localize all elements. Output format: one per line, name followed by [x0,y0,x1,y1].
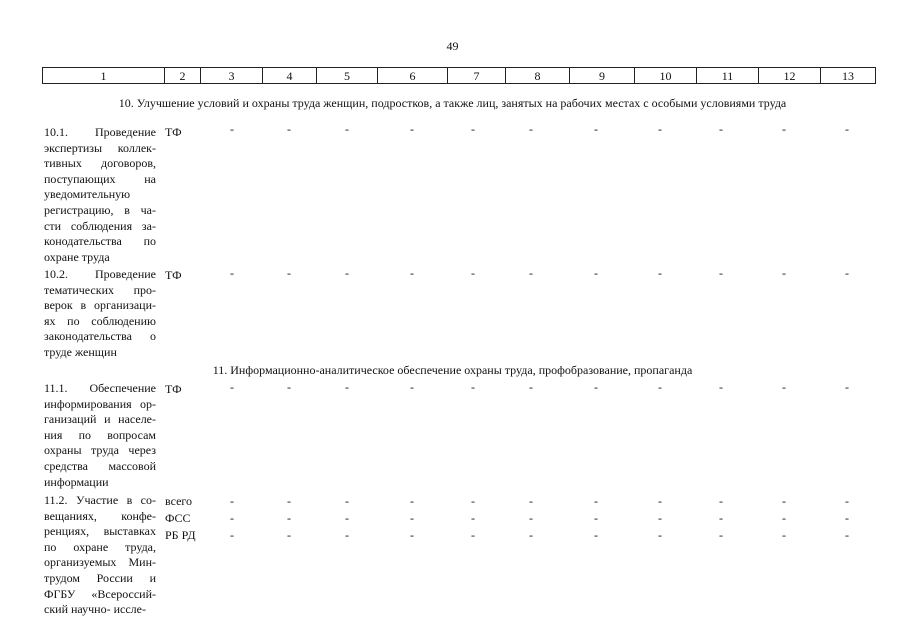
table-cell: - [529,266,533,280]
table-cell: - [471,528,475,542]
table-cell: - [719,511,723,525]
row-code: всего [165,494,193,508]
table-cell: - [287,494,291,508]
table-cell: - [471,122,475,136]
table-cell: - [658,122,662,136]
table-cell: - [471,266,475,280]
table-cell: - [719,528,723,542]
row-code: ТФ [165,125,182,139]
table-cell: - [529,380,533,394]
page-number: 49 [446,39,459,53]
table-cell: - [529,528,533,542]
table-cell: - [471,494,475,508]
table-cell: - [594,511,598,525]
table-cell: - [845,494,849,508]
table-cell: - [658,266,662,280]
table-cell: - [410,122,414,136]
table-cell: - [782,122,786,136]
table-cell: - [845,528,849,542]
table-cell: - [287,380,291,394]
table-cell: - [345,511,349,525]
table-cell: - [230,380,234,394]
row-label: 11.1. Обеспечение информирования ор-ганизаций и населе-ния по вопросам охраны труда через средства массовой информации [44,381,156,489]
table-cell: - [658,511,662,525]
row-label: 11.2. Участие в со-вещаниях, конфе-ренциях, выставках по охране труда, организуемых Мин-трудом России и ФГБУ «Всероссий-ский научно- иссле- [44,493,156,617]
column-header: 5 [317,68,378,84]
table-cell: - [845,511,849,525]
row-code: ТФ [165,382,182,396]
table-cell: - [345,122,349,136]
table-cell: - [410,266,414,280]
column-header: 10 [635,68,697,84]
column-header: 6 [378,68,448,84]
table-cell: - [719,380,723,394]
table-cell: - [410,511,414,525]
table-cell: - [410,380,414,394]
table-cell: - [230,122,234,136]
table-cell: - [230,528,234,542]
table-cell: - [529,122,533,136]
table-cell: - [845,266,849,280]
column-header: 1 [43,68,165,84]
row-code: РБ РД [165,528,196,542]
table-cell: - [594,528,598,542]
table-cell: - [471,511,475,525]
table-cell: - [719,494,723,508]
table-cell: - [594,494,598,508]
column-header: 7 [448,68,506,84]
table-cell: - [345,380,349,394]
table-cell: - [782,380,786,394]
table-cell: - [845,122,849,136]
table-cell: - [658,380,662,394]
table-cell: - [345,528,349,542]
table-cell: - [230,494,234,508]
row-code: ФСС [165,511,191,525]
table-cell: - [782,528,786,542]
table-cell: - [658,528,662,542]
table-cell: - [845,380,849,394]
table-cell: - [719,122,723,136]
table-cell: - [782,266,786,280]
table-cell: - [594,380,598,394]
table-cell: - [287,528,291,542]
column-header: 9 [570,68,635,84]
table-cell: - [345,494,349,508]
table-cell: - [410,494,414,508]
table-cell: - [782,511,786,525]
column-header: 4 [263,68,317,84]
row-code: ТФ [165,268,182,282]
table-cell: - [529,494,533,508]
column-header: 13 [821,68,876,84]
table-cell: - [287,511,291,525]
table-cell: - [719,266,723,280]
table-cell: - [410,528,414,542]
table-cell: - [287,122,291,136]
column-header: 3 [201,68,263,84]
table-cell: - [345,266,349,280]
column-header: 12 [759,68,821,84]
section-title: 10. Улучшение условий и охраны труда женщин, подростков, а также лиц, занятых на рабочих местах с особыми условиями труда [118,96,787,110]
column-header: 2 [165,68,201,84]
table-cell: - [529,511,533,525]
table-cell: - [230,266,234,280]
table-cell: - [471,380,475,394]
row-label: 10.2. Проведение тематических про-верок в организаци-ях по соблюдению законодательства о труде женщин [44,267,156,359]
table-cell: - [658,494,662,508]
section-title: 11. Информационно-аналитическое обеспечение охраны труда, профобразование, пропаганда [212,363,693,377]
table-cell: - [230,511,234,525]
column-header: 11 [697,68,759,84]
table-cell: - [782,494,786,508]
row-label: 10.1. Проведение экспертизы коллек-тивных договоров, поступающих на уведомительную регистрацию, в ча-сти соблюдения за-конодательства по охране труда [44,125,156,264]
table-cell: - [287,266,291,280]
column-number-header [42,67,876,84]
table-cell: - [594,122,598,136]
column-header: 8 [506,68,570,84]
table-cell: - [594,266,598,280]
